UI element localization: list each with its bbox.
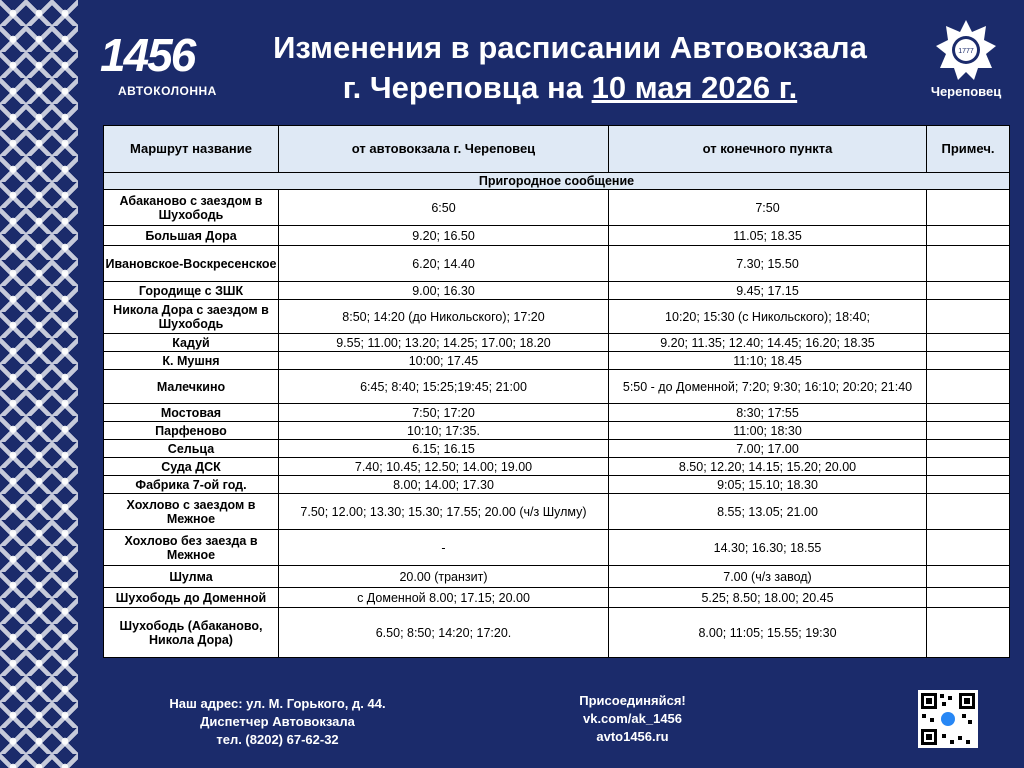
section-row <box>104 173 1010 190</box>
from-station-cell: 6.15; 16.15 <box>279 440 609 458</box>
note-cell <box>927 566 1010 588</box>
route-cell: К. Мушня <box>104 352 279 370</box>
logo-caption: АВТОКОЛОННА <box>118 84 217 98</box>
route-cell: Малечкино <box>104 370 279 404</box>
from-station-cell: 20.00 (транзит) <box>279 566 609 588</box>
note-cell <box>927 300 1010 334</box>
route-cell: Шухободь (Абаканово, Никола Дора) <box>104 608 279 658</box>
from-end-cell: 11.05; 18.35 <box>609 226 927 246</box>
section-title: Пригородное сообщение <box>104 173 1010 190</box>
route-cell: Большая Дора <box>104 226 279 246</box>
from-end-cell: 9.45; 17.15 <box>609 282 927 300</box>
from-station-cell: 7:50; 17:20 <box>279 404 609 422</box>
route-cell: Шулма <box>104 566 279 588</box>
from-station-cell: 6.20; 14.40 <box>279 246 609 282</box>
from-station-cell: - <box>279 530 609 566</box>
footer-social-block <box>550 692 715 746</box>
route-cell: Хохлово без заезда в Межное <box>104 530 279 566</box>
from-station-cell: 6.50; 8:50; 14:20; 17:20. <box>279 608 609 658</box>
table-row <box>104 370 1010 404</box>
footer-join: Присоединяйся! <box>579 693 686 708</box>
from-end-cell: 14.30; 16.30; 18.55 <box>609 530 927 566</box>
from-end-cell: 8.50; 12.20; 14.15; 15.20; 20.00 <box>609 458 927 476</box>
route-cell: Кадуй <box>104 334 279 352</box>
schedule-table <box>103 125 1010 658</box>
from-end-cell: 7.00; 17.00 <box>609 440 927 458</box>
from-station-cell: 8.00; 14.00; 17.30 <box>279 476 609 494</box>
from-end-cell: 11:00; 18:30 <box>609 422 927 440</box>
table-row <box>104 476 1010 494</box>
city-logo <box>918 18 1014 110</box>
schedule-table-container <box>103 125 1009 657</box>
table-row <box>104 566 1010 588</box>
page-title <box>230 28 910 108</box>
from-station-cell: с Доменной 8.00; 17.15; 20.00 <box>279 588 609 608</box>
from-station-cell: 9.20; 16.50 <box>279 226 609 246</box>
note-cell <box>927 476 1010 494</box>
from-end-cell: 7.00 (ч/з завод) <box>609 566 927 588</box>
table-row <box>104 334 1010 352</box>
autokolonna-logo <box>88 22 218 102</box>
from-end-cell: 11:10; 18.45 <box>609 352 927 370</box>
note-cell <box>927 530 1010 566</box>
note-cell <box>927 282 1010 300</box>
from-station-cell: 9.00; 16.30 <box>279 282 609 300</box>
note-cell <box>927 352 1010 370</box>
city-logo-year: 1777 <box>958 48 974 55</box>
title-line-2-prefix: г. Череповца на <box>342 70 592 105</box>
note-cell <box>927 608 1010 658</box>
table-row <box>104 608 1010 658</box>
note-cell <box>927 588 1010 608</box>
note-cell <box>927 458 1010 476</box>
route-cell: Фабрика 7-ой год. <box>104 476 279 494</box>
table-row <box>104 404 1010 422</box>
from-end-cell: 5.25; 8.50; 18.00; 20.45 <box>609 588 927 608</box>
note-cell <box>927 190 1010 226</box>
from-station-cell: 10:00; 17.45 <box>279 352 609 370</box>
route-cell: Суда ДСК <box>104 458 279 476</box>
route-cell: Шухободь до Доменной <box>104 588 279 608</box>
from-end-cell: 7:50 <box>609 190 927 226</box>
from-station-cell: 9.55; 11.00; 13.20; 14.25; 17.00; 18.20 <box>279 334 609 352</box>
table-row <box>104 246 1010 282</box>
route-cell: Ивановское-Воскресенское <box>104 246 279 282</box>
table-row <box>104 352 1010 370</box>
from-end-cell: 9:05; 15.10; 18.30 <box>609 476 927 494</box>
title-date: 10 мая 2026 г. <box>591 70 798 105</box>
footer-address: Наш адрес: ул. М. Горького, д. 44. <box>169 696 386 711</box>
title-line-1: Изменения в расписании Автовокзала <box>273 30 867 65</box>
title-line-2 <box>230 68 910 108</box>
city-emblem-icon <box>934 18 998 82</box>
table-row <box>104 494 1010 530</box>
from-end-cell: 8:30; 17:55 <box>609 404 927 422</box>
table-row <box>104 530 1010 566</box>
from-end-cell: 9.20; 11.35; 12.40; 14.45; 16.20; 18.35 <box>609 334 927 352</box>
decorative-pattern <box>0 0 78 768</box>
from-end-cell: 8.00; 11:05; 15.55; 19:30 <box>609 608 927 658</box>
note-cell <box>927 334 1010 352</box>
table-row <box>104 588 1010 608</box>
table-row <box>104 458 1010 476</box>
route-cell: Парфеново <box>104 422 279 440</box>
from-station-cell: 6:45; 8:40; 15:25;19:45; 21:00 <box>279 370 609 404</box>
city-name: Череповец <box>930 84 1002 99</box>
from-station-cell: 7.50; 12.00; 13.30; 15.30; 17.55; 20.00 (ч/з Шулму) <box>279 494 609 530</box>
note-cell <box>927 404 1010 422</box>
footer-phone: тел. (8202) 67-62-32 <box>216 732 339 747</box>
qr-code-icon[interactable] <box>918 690 978 748</box>
footer-site-link[interactable]: avto1456.ru <box>596 729 669 744</box>
from-station-cell: 8:50; 14:20 (до Никольского); 17:20 <box>279 300 609 334</box>
column-header-from-station: от автовокзала г. Череповец <box>279 126 609 173</box>
column-header-from-end: от конечного пункта <box>609 126 927 173</box>
from-end-cell: 8.55; 13.05; 21.00 <box>609 494 927 530</box>
route-cell: Городище с ЗШК <box>104 282 279 300</box>
table-header-row <box>104 126 1010 173</box>
logo-number: 1456 <box>100 29 195 81</box>
table-row <box>104 300 1010 334</box>
route-cell: Хохлово с заездом в Межное <box>104 494 279 530</box>
from-end-cell: 5:50 - до Доменной; 7:20; 9:30; 16:10; 20:20; 21:40 <box>609 370 927 404</box>
table-row <box>104 190 1010 226</box>
table-row <box>104 282 1010 300</box>
from-station-cell: 7.40; 10.45; 12.50; 14.00; 19.00 <box>279 458 609 476</box>
route-cell: Сельца <box>104 440 279 458</box>
footer-dispatcher: Диспетчер Автовокзала <box>200 714 355 729</box>
route-cell: Никола Дора с заездом в Шухободь <box>104 300 279 334</box>
route-cell: Абаканово с заездом в Шухободь <box>104 190 279 226</box>
note-cell <box>927 422 1010 440</box>
from-station-cell: 6:50 <box>279 190 609 226</box>
from-station-cell: 10:10; 17:35. <box>279 422 609 440</box>
column-header-note: Примеч. <box>927 126 1010 173</box>
table-row <box>104 226 1010 246</box>
note-cell <box>927 370 1010 404</box>
note-cell <box>927 494 1010 530</box>
note-cell <box>927 226 1010 246</box>
note-cell <box>927 440 1010 458</box>
footer-address-block <box>150 695 405 749</box>
footer-vk-link[interactable]: vk.com/ak_1456 <box>582 711 683 726</box>
from-end-cell: 10:20; 15:30 (с Никольского); 18:40; <box>609 300 927 334</box>
from-end-cell: 7.30; 15.50 <box>609 246 927 282</box>
column-header-route: Маршрут название <box>104 126 279 173</box>
table-row <box>104 440 1010 458</box>
route-cell: Мостовая <box>104 404 279 422</box>
table-row <box>104 422 1010 440</box>
note-cell <box>927 246 1010 282</box>
